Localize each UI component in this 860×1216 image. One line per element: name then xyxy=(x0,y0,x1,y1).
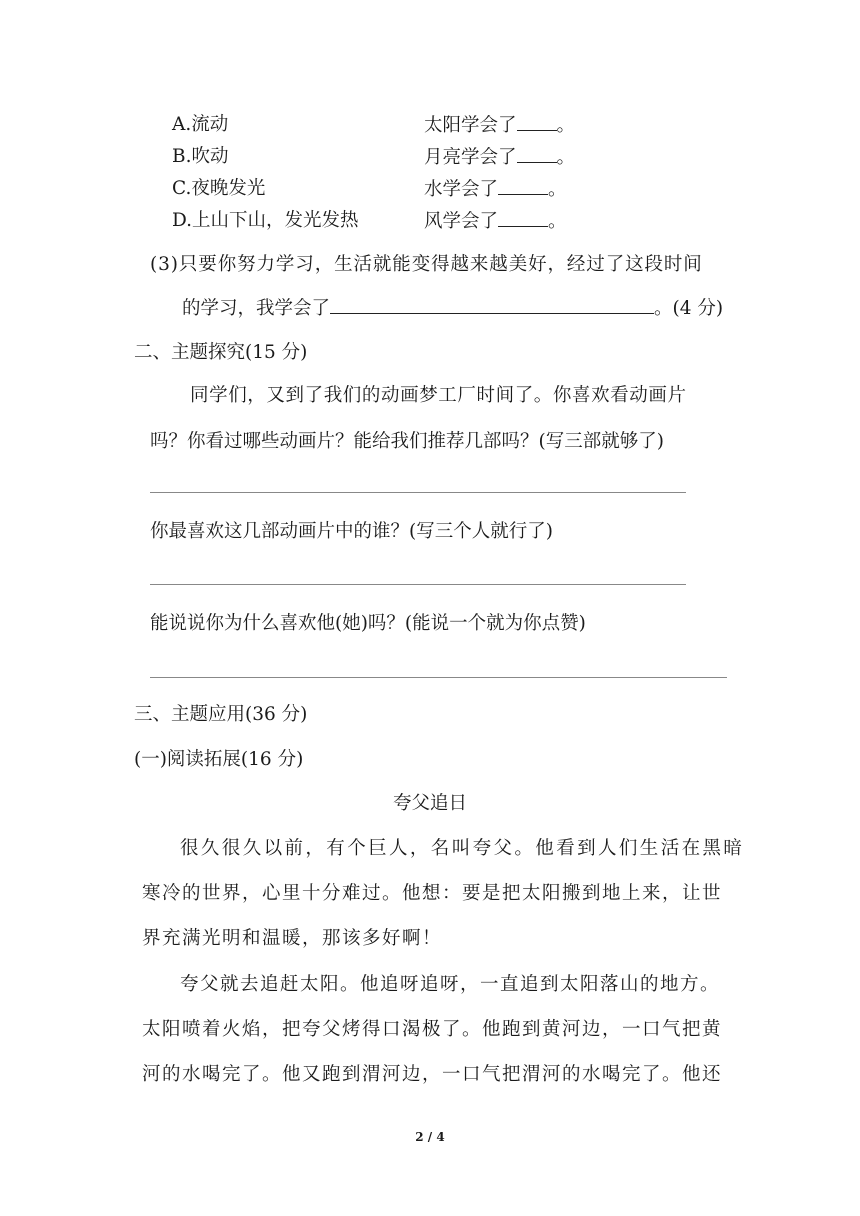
fill-moon-label: 月亮学会了 xyxy=(424,147,517,168)
fill-sun xyxy=(424,112,575,139)
fill-sun-label: 太阳学会了 xyxy=(424,115,517,136)
fill-moon-blank[interactable] xyxy=(517,144,557,163)
story-p1-line2: 寒冷的世界，心里十分难过。他想：要是把太阳搬到地上来，让世 xyxy=(142,883,723,904)
option-c: C.夜晚发光 xyxy=(172,178,266,199)
fill-water-period: 。 xyxy=(548,179,567,200)
option-a: A.流动 xyxy=(172,114,229,135)
fill-water-blank[interactable] xyxy=(498,176,548,195)
section2-question-2: 你最喜欢这几部动画片中的谁？(写三个人就行了) xyxy=(150,521,553,542)
answer-line-2[interactable] xyxy=(150,584,686,585)
q3-line2 xyxy=(182,295,723,322)
q3-line2-prefix: 的学习，我学会了 xyxy=(182,298,331,319)
q3-line1: (3)只要你努力学习，生活就能变得越来越美好，经过了这段时间 xyxy=(150,254,703,275)
option-d: D.上山下山，发光发热 xyxy=(172,210,359,231)
story-p1-line3: 界充满光明和温暖，那该多好啊！ xyxy=(142,928,443,949)
section3-subheading: (一)阅读拓展(16 分) xyxy=(134,749,304,770)
fill-wind-blank[interactable] xyxy=(498,208,548,227)
fill-water xyxy=(424,176,567,203)
story-p2-line3: 河的水喝完了。他又跑到渭河边，一口气把渭河的水喝完了。他还 xyxy=(142,1064,723,1085)
story-title: 夸父追日 xyxy=(392,793,467,814)
answer-line-3[interactable] xyxy=(150,677,727,678)
page-number: 2 / 4 xyxy=(415,1130,445,1144)
fill-wind-period: 。 xyxy=(548,211,567,232)
q3-answer-blank[interactable] xyxy=(330,295,654,314)
fill-moon xyxy=(424,144,575,171)
answer-line-1[interactable] xyxy=(150,492,686,493)
story-p2-line2: 太阳喷着火焰，把夸父烤得口渴极了。他跑到黄河边，一口气把黄 xyxy=(142,1019,723,1040)
fill-wind-label: 风学会了 xyxy=(424,211,499,232)
section3-heading: 三、主题应用(36 分) xyxy=(134,704,308,725)
section2-para-line2: 吗？你看过哪些动画片？能给我们推荐几部吗？(写三部就够了) xyxy=(150,431,664,452)
section2-heading: 二、主题探究(15 分) xyxy=(134,342,308,363)
story-p2-line1: 夸父就去追赶太阳。他追呀追呀，一直追到太阳落山的地方。 xyxy=(180,974,721,995)
fill-wind xyxy=(424,208,567,235)
q3-line2-suffix: 。(4 分) xyxy=(654,298,724,319)
fill-moon-period: 。 xyxy=(556,147,576,168)
fill-water-label: 水学会了 xyxy=(424,179,499,200)
fill-sun-period: 。 xyxy=(556,115,576,136)
option-b: B.吹动 xyxy=(172,146,229,167)
section2-question-3: 能说说你为什么喜欢他(她)吗？(能说一个就为你点赞) xyxy=(150,613,586,634)
fill-sun-blank[interactable] xyxy=(517,112,557,131)
section2-para-line1: 同学们，又到了我们的动画梦工厂时间了。你喜欢看动画片 xyxy=(190,385,687,406)
story-p1-line1: 很久很久以前，有个巨人，名叫夸父。他看到人们生活在黑暗 xyxy=(180,838,745,859)
